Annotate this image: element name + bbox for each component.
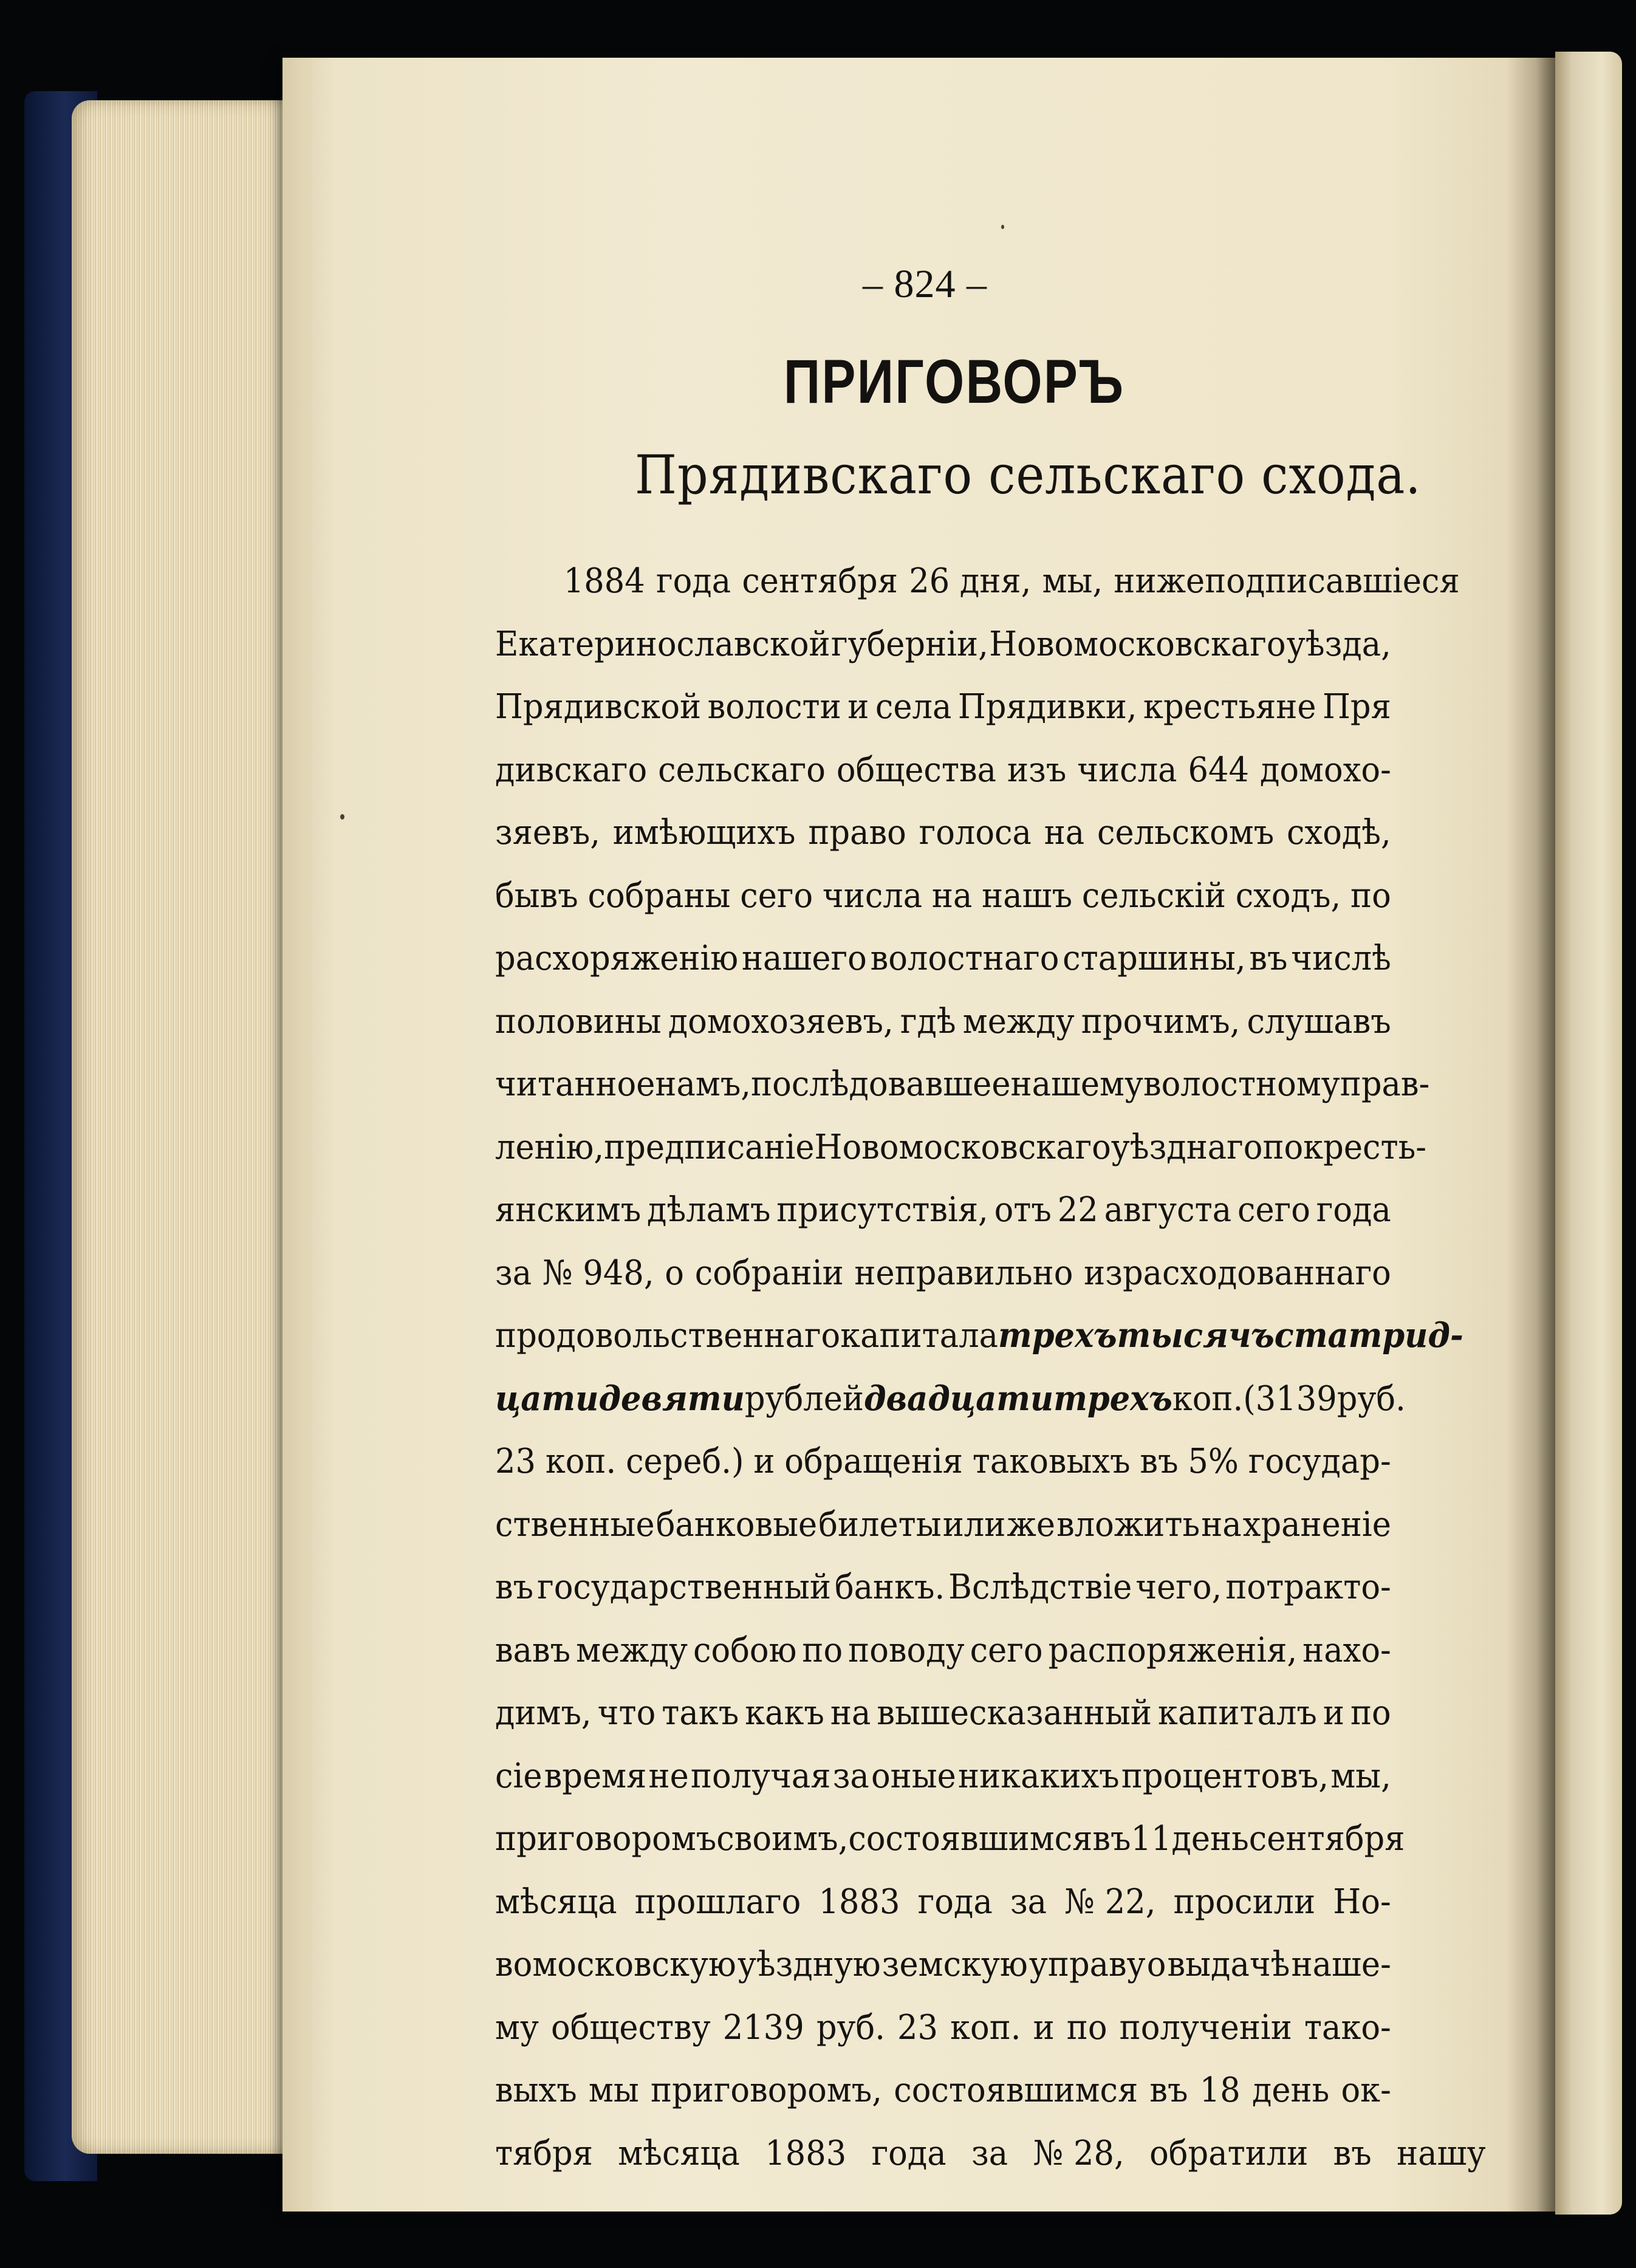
text-word: читанное [495,1064,655,1104]
text-word: своимъ, [716,1819,849,1859]
text-word: сего [1237,1190,1310,1230]
text-word: мы, [1330,1756,1391,1796]
text-word: слушавъ [1247,1001,1391,1041]
text-word: девяти [598,1378,745,1419]
text-word: оные [871,1756,956,1796]
text-word: Новомосковскаго [989,624,1286,664]
text-word: по [1350,1693,1391,1733]
text-word: прочимъ, [1081,1001,1241,1041]
page-subtitle: Прядивскаго сельскаго схода. [635,444,1422,506]
text-word: и [847,687,869,727]
text-word: послѣдовавшее [751,1064,1011,1104]
text-word: мы [588,2071,639,2110]
text-word: домохозяевъ, [668,1001,894,1041]
text-word: 23 [897,2007,939,2047]
text-word: сего [970,1630,1043,1670]
text-word: вышесказанный [877,1693,1152,1733]
text-word: № 948, [542,1253,654,1293]
text-word: 23 [495,1442,536,1481]
page-number: – 824 – [863,262,987,306]
text-word: № 28, [1033,2133,1124,2173]
text-word: день [1251,2071,1330,2110]
text-line [495,1871,1391,1934]
text-word: прошлаго [634,1882,801,1922]
text-line [495,1179,1391,1242]
text-word: въ [1149,2071,1188,2110]
text-word: зяевъ, [495,813,600,852]
text-word: и [1323,1693,1344,1733]
text-word: домохо- [1259,750,1391,790]
text-word: поводу [848,1630,965,1670]
text-word: года [656,561,731,601]
text-word: коп. [1172,1379,1244,1419]
text-word: расхоряженію [495,939,739,978]
text-word: потракто- [1225,1567,1391,1607]
text-word: распоряженія, [1048,1630,1298,1670]
text-word: не [648,1756,689,1796]
text-word: му [495,2007,539,2047]
paper-speck [340,814,344,820]
text-word: билеты [818,1504,942,1544]
text-word: на [1201,1504,1242,1544]
text-word: тысячъ [1117,1315,1275,1355]
text-line [495,1242,1391,1305]
text-word: вложить [1056,1504,1200,1544]
text-word: дивскаго [495,750,648,790]
facing-page-edge [1555,52,1622,2215]
text-word: кресть- [1303,1127,1427,1167]
text-line [495,676,1391,739]
text-line [495,1933,1391,1996]
text-word: какъ [745,1693,824,1733]
text-word: уѣзднаго [1111,1127,1263,1167]
text-word: приговоромъ, [650,2071,883,2110]
text-word: банковые [655,1504,818,1544]
text-word: числа [1077,750,1177,790]
text-word: ственные [495,1504,655,1544]
text-word: управу [1028,1945,1146,1984]
text-word: такъ [662,1693,739,1733]
text-line [495,1619,1391,1682]
text-word: мѣсяца [618,2133,740,2173]
text-word: ок- [1341,2071,1391,2110]
text-word: августа [1104,1190,1232,1230]
text-word: голоса [919,813,1032,852]
text-word: 18 [1199,2071,1241,2110]
text-word: и [753,1442,775,1481]
text-word: собою [693,1630,797,1670]
text-line [495,1304,1463,1368]
text-word: сходѣ, [1287,813,1391,852]
text-word: израсходованнаго [1084,1253,1391,1293]
text-word: мѣсяца [495,1882,617,1922]
text-word: земскую [881,1945,1028,1984]
text-word: коп. [545,1442,617,1481]
text-word: Екатеринославской [495,624,830,664]
text-word: мы, [1042,561,1103,601]
text-word: изъ [1007,750,1067,790]
text-word: что [597,1693,656,1733]
text-word: губерніи, [831,624,988,664]
text-line [495,1556,1391,1619]
text-word: получая [690,1756,831,1796]
text-word: 2139 [722,2007,804,2047]
text-word: руб. [1337,1379,1406,1419]
text-word: старшины, [1063,939,1246,978]
text-word: по [1350,875,1391,916]
text-word: руб. [816,2007,885,2047]
text-word: день [1171,1819,1249,1859]
text-word: димъ, [495,1693,592,1733]
text-line [495,1682,1391,1745]
text-word: обществу [551,2007,711,2047]
text-word: о [1146,1945,1166,1984]
text-word: янскимъ [495,1190,642,1230]
text-word: (3139 [1243,1379,1337,1419]
text-line [495,2122,1486,2185]
text-line [495,801,1391,865]
text-word: отъ [994,1190,1052,1230]
text-word: имѣющихъ [612,813,796,852]
text-word: банкъ. [834,1567,945,1607]
text-word: сіе [495,1756,542,1796]
text-word: Вслѣдствіе [948,1567,1132,1607]
text-word: сентября [1248,1819,1405,1859]
page-gutter-shadow [1507,58,1555,2211]
text-word: за [971,2133,1008,2173]
text-word: половины [495,1001,662,1041]
text-word: дѣламъ [647,1190,771,1230]
text-word: крестьяне [1143,687,1316,727]
text-word: прав- [1340,1064,1430,1104]
text-word: выхъ [495,2071,577,2110]
text-word: сентября [742,561,898,601]
text-word: трехъ [998,1315,1117,1355]
paper-speck [1001,225,1004,229]
text-word: и [1033,2007,1055,2047]
text-line [495,550,1460,613]
text-line [495,1368,1406,1431]
text-line [495,990,1391,1053]
text-line [495,1745,1391,1808]
text-word: Но- [1333,1882,1391,1922]
text-word: государственный [537,1567,831,1607]
text-word: сходъ, [1235,875,1341,916]
text-word: за [1010,1882,1047,1922]
text-word: храненіе [1242,1504,1391,1544]
text-word: Прядивской [495,687,702,727]
text-word: по [1262,1127,1304,1167]
text-word: процентовъ, [1121,1756,1329,1796]
text-word: въ [1092,1819,1131,1859]
text-word: государ- [1248,1442,1391,1481]
text-word: намъ, [655,1064,751,1104]
text-word: 11 [1131,1819,1172,1859]
text-word: 1884 [563,561,645,601]
page-title: ПРИГОВОРЪ [784,347,1125,416]
text-word: числѣ [1291,939,1391,978]
text-word: сельскаго [658,750,826,790]
text-word: на [1044,813,1085,852]
text-line [495,927,1391,990]
text-word: коп. [950,2007,1021,2047]
text-word: собраны [587,875,731,916]
text-word: же [1007,1504,1055,1544]
text-word: о [665,1253,685,1293]
text-line [495,613,1391,676]
text-word: тября [495,2133,593,2173]
text-word: приговоромъ [495,1819,717,1859]
text-word: полученіи [1119,2007,1292,2047]
text-word: 5% [1188,1442,1239,1481]
text-word: состоявшимся [894,2071,1138,2110]
text-line [495,1493,1391,1557]
text-word: села [875,687,952,727]
text-word: гдѣ [900,1001,956,1041]
text-word: волостнаго [870,939,1059,978]
text-word: Пря [1323,687,1391,727]
text-word: 1883 [818,1882,900,1922]
text-word: между [962,1001,1075,1041]
text-word: за [495,1253,532,1293]
text-word: капиталъ [1157,1693,1317,1733]
text-word: въ [1140,1442,1179,1481]
text-line [495,1430,1391,1493]
text-word: между [576,1630,688,1670]
text-word: ста [1274,1315,1349,1355]
text-word: 1883 [765,2133,847,2173]
text-word: наше- [1291,1945,1391,1984]
text-word: никакихъ [958,1756,1120,1796]
text-word: № 22, [1064,1882,1156,1922]
text-word: въ [1333,2133,1372,2173]
text-word: въ [495,1567,534,1607]
text-word: таковыхъ [972,1442,1131,1481]
text-word: нашего [741,939,867,978]
text-word: по [1066,2007,1107,2047]
text-word: трехъ [1053,1378,1172,1419]
text-word: предписаніе [604,1127,815,1167]
text-word: волостному [1143,1064,1340,1104]
text-word: выдачѣ [1167,1945,1290,1984]
text-word: Прядивки, [957,687,1137,727]
text-word: время [544,1756,647,1796]
text-word: года [871,2133,946,2173]
text-word: 22 [1057,1190,1098,1230]
text-word: вавъ [495,1630,571,1670]
text-line [495,1996,1391,2060]
text-word: цати [495,1378,599,1419]
text-word: на [830,1693,871,1733]
body-text [495,550,1486,2185]
text-word: ленію, [495,1127,604,1167]
text-line [495,865,1391,928]
text-word: состоявшимся [848,1819,1093,1859]
text-word: продовольственнаго [495,1316,841,1355]
text-word: обращенія [784,1442,963,1481]
text-line [495,2059,1391,2122]
text-word: или [942,1504,1006,1544]
text-word: года [1316,1190,1391,1230]
text-word: капитала [840,1316,999,1355]
text-word: за [832,1756,869,1796]
text-word: просили [1173,1882,1316,1922]
text-word: на [931,875,973,916]
text-word: общества [836,750,997,790]
text-word: чего, [1135,1567,1222,1607]
text-line [495,1116,1427,1179]
text-word: уѣзда, [1286,624,1391,664]
text-word: сельскій [1081,875,1226,916]
text-word: рублей [744,1379,864,1419]
text-word: сереб.) [626,1442,744,1481]
text-word: трид- [1348,1315,1463,1355]
text-word: 644 [1188,750,1249,790]
text-word: сельскомъ [1097,813,1275,852]
text-word: бывъ [495,875,578,916]
text-word: нашъ [982,875,1073,916]
text-word: сего [740,875,813,916]
text-word: неправильно [854,1253,1073,1293]
text-line [495,1053,1430,1116]
text-word: уѣздную [737,1945,881,1984]
page-stack-edges [72,100,290,2154]
text-word: волости [707,687,841,727]
text-word: 26 дня, [909,561,1032,601]
text-word: года [917,1882,993,1922]
text-word: нашему [1010,1064,1143,1104]
text-word: нахо- [1302,1630,1391,1670]
text-word: Новомосковскаго [814,1127,1111,1167]
text-word: вомосковскую [495,1945,736,1984]
text-word: по [802,1630,843,1670]
text-word: обратили [1149,2133,1309,2173]
text-line [495,1807,1405,1871]
text-line [495,739,1391,802]
text-word: нижеподписавшіеся [1114,561,1460,601]
text-word: тако- [1304,2007,1391,2047]
text-word: нашу [1397,2133,1486,2173]
text-word: въ [1249,939,1288,978]
text-word: присутствія, [776,1190,988,1230]
text-word: числа [822,875,923,916]
text-word: двадцати [863,1378,1054,1419]
text-word: право [808,813,906,852]
text-word: собраніи [694,1253,844,1293]
